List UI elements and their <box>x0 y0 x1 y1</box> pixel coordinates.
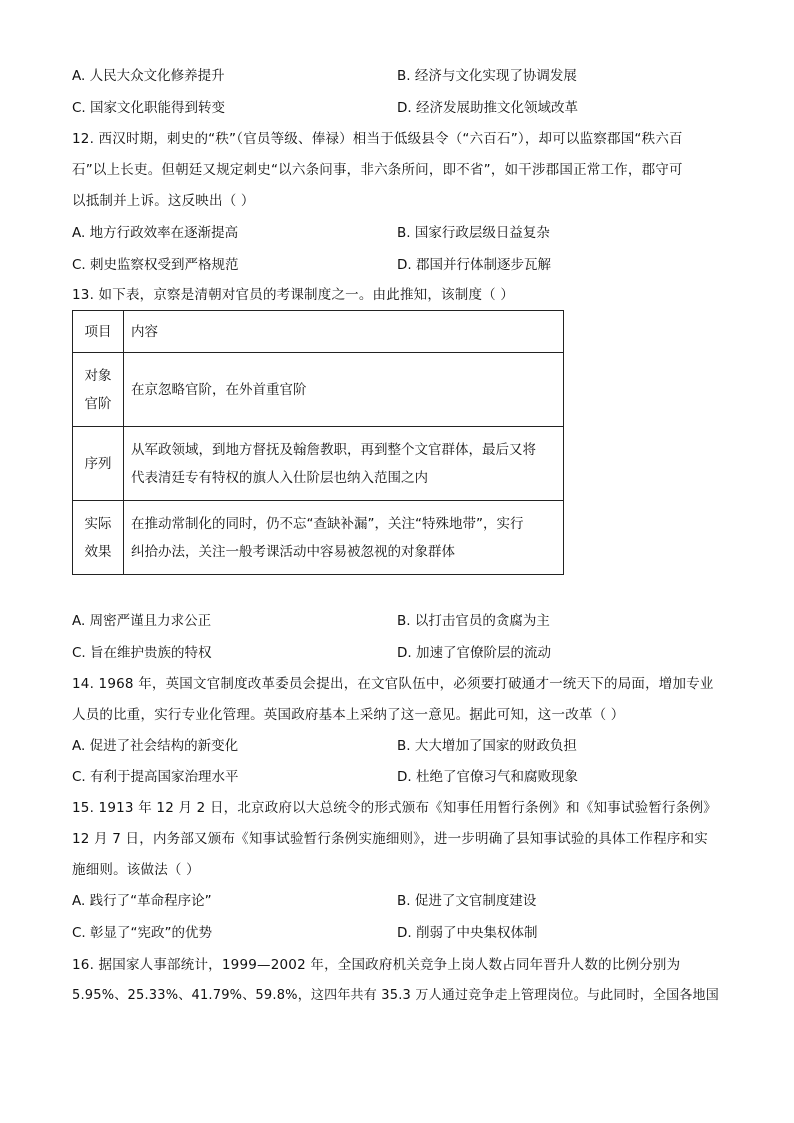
q16-stem-line-1: 16. 据国家人事部统计，1999—2002 年，全国政府机关竞争上岗人数占同年晋升人数的比例分别为 <box>72 957 681 973</box>
table-header-item: 项目 <box>73 311 124 353</box>
q14-option-b[interactable]: B. 大大增加了国家的财政负担 <box>397 738 577 754</box>
q14-option-c[interactable]: C. 有利于提高国家治理水平 <box>72 769 239 785</box>
q12-stem-line-1: 12. 西汉时期，刺史的“秩”（官员等级、俸禄）相当于低级县令（“六百石”），却可以监察郡国“秩六百 <box>72 131 683 147</box>
q12-option-c[interactable]: C. 刺史监察权受到严格规范 <box>72 257 239 273</box>
q13-option-b[interactable]: B. 以打击官员的贪腐为主 <box>397 613 550 629</box>
q13-option-d[interactable]: D. 加速了官僚阶层的流动 <box>397 645 551 661</box>
table-row-label: 对象 官阶 <box>73 353 124 427</box>
q16-stem-line-2: 5.95%、25.33%、41.79%、59.8%，这四年共有 35.3 万人通过竞争走上管理岗位。与此同时，全国各地国 <box>72 988 719 1003</box>
table-row-content: 在推动常制化的同时，仍不忘“查缺补漏”，关注“特殊地带”，实行 纠拾办法，关注一般考课活动中容易被忽视的对象群体 <box>124 501 564 575</box>
table-header-row <box>73 311 564 353</box>
q12-stem-line-2: 石”以上长吏。但朝廷又规定刺史“以六条问事，非六条所问，即不省”，如干涉郡国正常工作，郡守可 <box>72 162 683 178</box>
q13-option-c[interactable]: C. 旨在维护贵族的特权 <box>72 645 212 661</box>
q14-option-a[interactable]: A. 促进了社会结构的新变化 <box>72 738 239 754</box>
table-row-label: 实际 效果 <box>73 501 124 575</box>
q15-stem-line-3: 施细则。该做法（ ） <box>72 862 200 878</box>
table-row-content: 从军政领域，到地方督抚及翰詹教职，再到整个文官群体，最后又将 代表清廷专有特权的旗人入仕阶层也纳入范围之内 <box>124 427 564 501</box>
table-header-content: 内容 <box>124 311 564 353</box>
q15-option-a[interactable]: A. 践行了“革命程序论” <box>72 893 212 909</box>
q12-option-a[interactable]: A. 地方行政效率在逐渐提高 <box>72 225 239 241</box>
table-row <box>73 353 564 427</box>
q14-stem-line-1: 14. 1968 年，英国文官制度改革委员会提出，在文官队伍中，必须要打破通才一统天下的局面，增加专业 <box>72 676 714 692</box>
table-row <box>73 427 564 501</box>
q15-option-b[interactable]: B. 促进了文官制度建设 <box>397 893 537 909</box>
q13-option-a[interactable]: A. 周密严谨且力求公正 <box>72 613 212 629</box>
q11-option-d[interactable]: D. 经济发展助推文化领域改革 <box>397 100 578 116</box>
q11-option-a[interactable]: A. 人民大众文化修养提升 <box>72 68 225 84</box>
jingcha-table <box>72 310 564 575</box>
q11-option-c[interactable]: C. 国家文化职能得到转变 <box>72 100 226 116</box>
q15-option-c[interactable]: C. 彰显了“宪政”的优势 <box>72 925 212 941</box>
table-row-label: 序列 <box>73 427 124 501</box>
table-row <box>73 501 564 575</box>
q12-option-b[interactable]: B. 国家行政层级日益复杂 <box>397 225 550 241</box>
table-row-content: 在京忽略官阶，在外首重官阶 <box>124 353 564 427</box>
q15-stem-line-1: 15. 1913 年 12 月 2 日，北京政府以大总统令的形式颁布《知事任用暂行条例》和《知事试验暂行条例》 <box>72 800 717 816</box>
q14-stem-line-2: 人员的比重，实行专业化管理。英国政府基本上采纳了这一意见。据此可知，这一改革（ ） <box>72 707 625 723</box>
q13-stem: 13. 如下表，京察是清朝对官员的考课制度之一。由此推知，该制度（ ） <box>72 287 515 303</box>
q12-option-d[interactable]: D. 郡国并行体制逐步瓦解 <box>397 257 551 273</box>
q12-stem-line-3: 以抵制并上诉。这反映出（ ） <box>72 193 255 209</box>
q14-option-d[interactable]: D. 杜绝了官僚习气和腐败现象 <box>397 769 578 785</box>
q11-option-b[interactable]: B. 经济与文化实现了协调发展 <box>397 68 577 84</box>
q15-option-d[interactable]: D. 削弱了中央集权体制 <box>397 925 538 941</box>
q15-stem-line-2: 12 月 7 日，内务部又颁布《知事试验暂行条例实施细则》，进一步明确了县知事试验的具体工作程序和实 <box>72 831 708 847</box>
